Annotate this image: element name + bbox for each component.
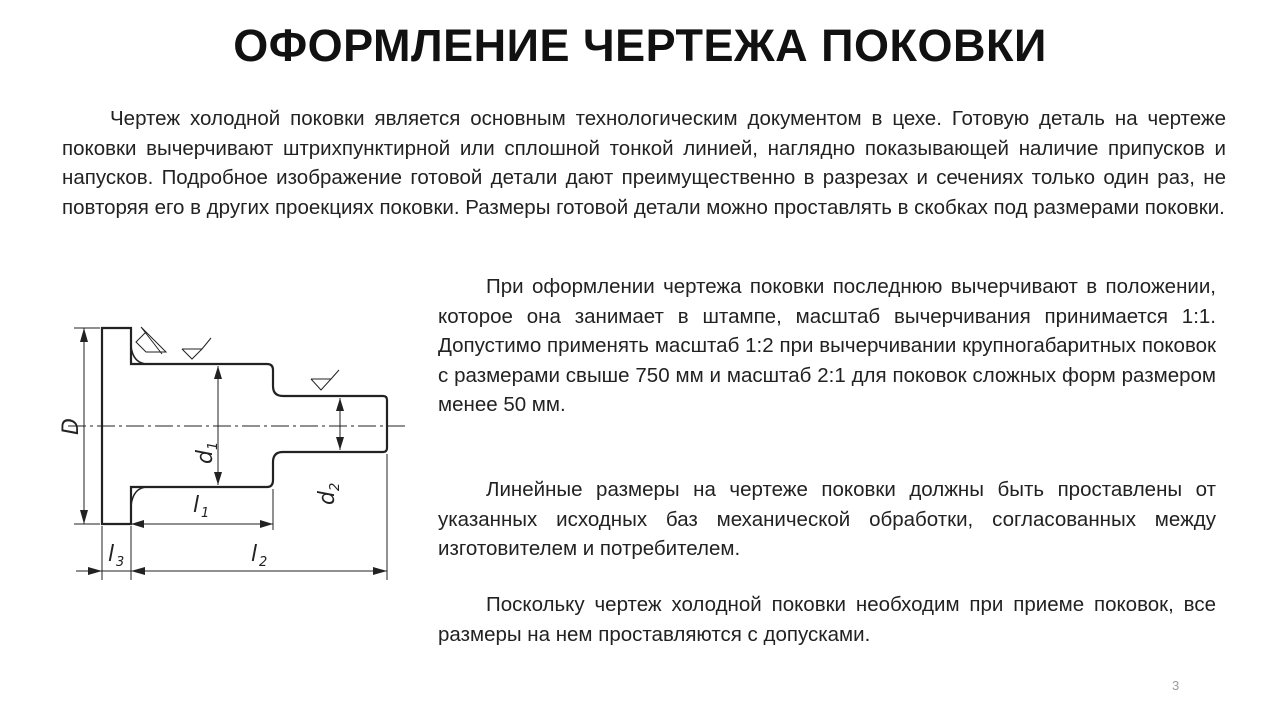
dim-label-l3-sub: 3 bbox=[116, 555, 125, 570]
page-number: 3 bbox=[1172, 678, 1180, 693]
dim-label-D: D bbox=[59, 418, 84, 435]
dim-label-l3: l bbox=[108, 542, 115, 567]
dim-label-l2-sub: 2 bbox=[259, 555, 268, 570]
dim-label-l1: l bbox=[193, 493, 200, 518]
dim-label-l1-sub: 1 bbox=[201, 506, 210, 521]
dim-label-d1-sub: 1 bbox=[206, 441, 221, 450]
slide-title: ОФОРМЛЕНИЕ ЧЕРТЕЖА ПОКОВКИ bbox=[233, 20, 1047, 71]
dim-label-d1: d bbox=[193, 450, 218, 464]
dim-label-d2: d bbox=[315, 491, 340, 505]
forging-drawing bbox=[40, 312, 420, 597]
paragraph-scale: При оформлении чертежа поковки последнюю вычерчивают в положении, которое она занимает в штампе, масштаб вычерчивания принимается 1:1. Допустимо применять масштаб 1:2 при вычерчивании крупногабаритных поковок с размерами свыше 750 мм и масштаб 2:1 для поковок сложных форм размером менее 50 мм. bbox=[438, 275, 1216, 416]
paragraph-tolerances: Поскольку чертеж холодной поковки необходим при приеме поковок, все размеры на нем проставляются с допусками. bbox=[438, 593, 1216, 646]
roughness-marks bbox=[136, 327, 339, 390]
intro-paragraph: Чертеж холодной поковки является основным технологическим документом в цехе. Готовую деталь на чертеже поковки вычерчивают штрихпунктирной или сплошной тонкой линией, наглядно показывающей наличие припусков и напусков. Подробное изображение готовой детали дают преимущественно в разрезах и сечениях только один раз, не повторяя его в других проекциях поковки. Размеры готовой детали можно проставлять в скобках под размерами поковки. bbox=[62, 107, 1226, 219]
dim-label-d2-sub: 2 bbox=[328, 482, 343, 491]
dim-label-l2: l bbox=[251, 542, 258, 567]
extension-lines bbox=[74, 328, 387, 580]
paragraph-linear-dimensions: Линейные размеры на чертеже поковки должны быть проставлены от указанных исходных баз механической обработки, согласованных между изготовителем и потребителем. bbox=[438, 478, 1216, 560]
